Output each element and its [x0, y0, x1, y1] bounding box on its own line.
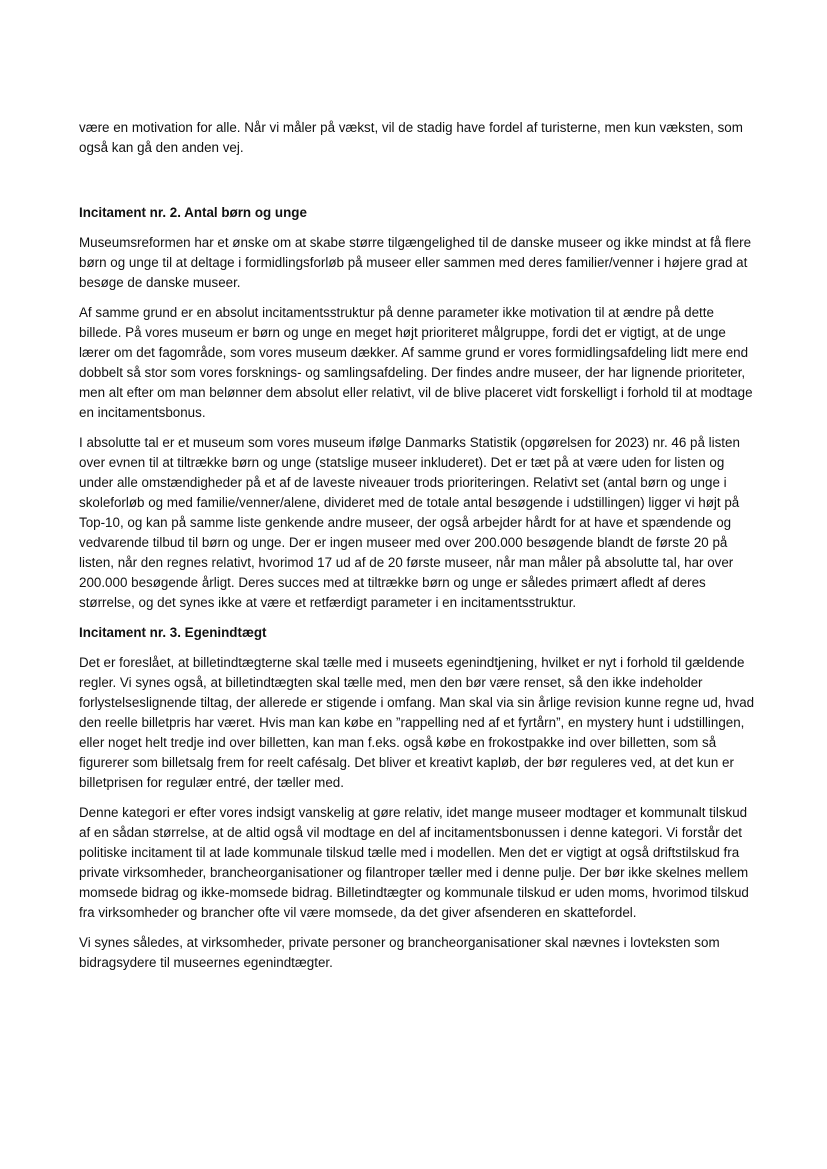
section-2-heading: Incitament nr. 2. Antal børn og unge [79, 205, 307, 220]
section-3-paragraph-2: Denne kategori er efter vores indsigt vanskelig at gøre relativ, idet mange museer modtager et kommunalt tilskud af en sådan størrelse, at de altid også vil modtage en del af incitamentsbonussen i denne kategori. Vi forstår det politiske incitament til at lade kommunale tilskud tælle med i modellen. Men det er vigtigt at også driftstilskud fra private virksomheder, brancheorganisationer og filantroper tæller med i denne pulje. Der bør ikke skelnes mellem momsede bidrag og ikke-momsede bidrag. Billetindtægter og kommunale tilskud er uden moms, hvorimod tilskud fra virksomheder og brancher ofte vil være momsede, da det giver afsenderen en skattefordel. [79, 805, 749, 920]
section-3-heading: Incitament nr. 3. Egenindtægt [79, 625, 267, 640]
section-2-paragraph-2: Af samme grund er en absolut incitamentsstruktur på denne parameter ikke motivation til at ændre på dette billede. På vores museum er børn og unge en meget højt prioriteret målgruppe, fordi det er vigtigt, at de unge lærer om det fagområde, som vores museum dækker. Af samme grund er vores formidlingsafdeling lidt mere end dobbelt så stor som vores forsknings- og samlingsafdeling. Der findes andre museer, der har lignende prioriteter, men alt efter om man belønner dem absolut eller relativt, vil de blive placeret vidt forskelligt i forhold til at modtage en incitamentsbonus. [79, 305, 753, 420]
section-3-paragraph-1: Det er foreslået, at billetindtægterne skal tælle med i museets egenindtjening, hvilket er nyt i forhold til gældende regler. Vi synes også, at billetindtægten skal tælle med, men den bør være renset, så den ikke indeholder forlystelseslignende tiltag, der allerede er stigende i omfang. Man skal via sin årlige revision kunne regne ud, hvad den reelle billetpris har været. Hvis man kan købe en ”rappelling ned af et fyrtårn”, en mystery hunt i udstillingen, eller noget helt tredje ind over billetten, kan man f.eks. også købe en frokostpakke ind over billetten, som så figurerer som billetsalg frem for reelt cafésalg. Det bliver et kreativt kapløb, der bør reguleres ved, at det kun er billetprisen for regulær entré, der tæller med. [79, 655, 755, 790]
intro-paragraph: være en motivation for alle. Når vi måler på vækst, vil de stadig have fordel af turisterne, men kun væksten, som også kan gå den anden vej. [79, 120, 743, 155]
section-2-paragraph-3: I absolutte tal er et museum som vores museum ifølge Danmarks Statistik (opgørelsen for 2023) nr. 46 på listen over evnen til at tiltrække børn og unge (statslige museer inkluderet). Det er tæt på at være uden for listen og under alle omstændigheder på et af de laveste niveauer trods prioriteringen. Relativt set (antal børn og unge i skoleforløb og med familie/venner/alene, divideret med de totale antal besøgende i udstillingen) ligger vi højt på Top-10, og kan på samme liste genkende andre museer, der også arbejder hårdt for at have et spændende og vedvarende tilbud til børn og unge. Der er ingen museer med over 200.000 besøgende blandt de første 20 på listen, når den regnes relativt, hvorimod 17 ud af de 20 første museer, når man måler på absolutte tal, har over 200.000 besøgende årligt. Deres succes med at tiltrække børn og unge er således primært afledt af deres størrelse, og det synes ikke at være et retfærdigt parameter i en incitamentsstruktur. [79, 435, 740, 610]
section-3-paragraph-3: Vi synes således, at virksomheder, private personer og brancheorganisationer skal nævnes i lovteksten som bidragsydere til museernes egenindtægter. [79, 935, 720, 970]
document-page [79, 118, 759, 983]
section-2-paragraph-1: Museumsreformen har et ønske om at skabe større tilgængelighed til de danske museer og ikke mindst at få flere børn og unge til at deltage i formidlingsforløb på museer eller sammen med deres familier/venner i højere grad at besøge de danske museer. [79, 235, 752, 290]
